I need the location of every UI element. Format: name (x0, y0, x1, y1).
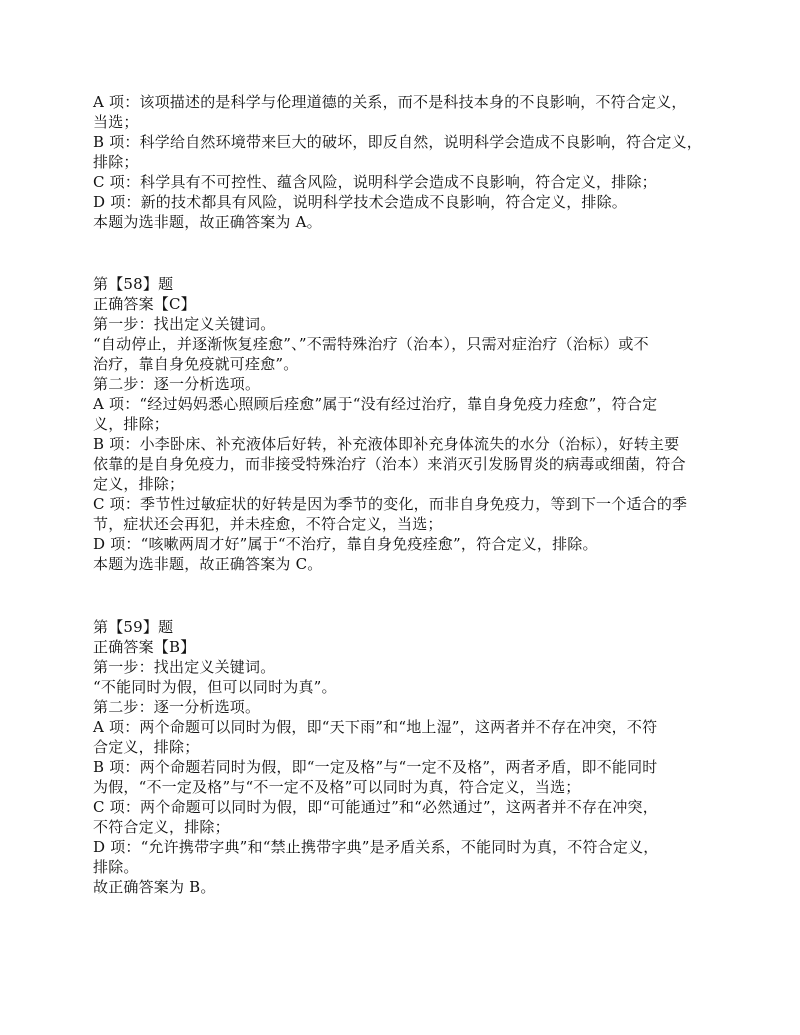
text-line: 治疗，靠自身免疫就可痊愈”。 (93, 355, 299, 373)
correct-answer: 正确答案【C】 (93, 295, 196, 313)
text-line: 合定义，排除； (93, 738, 200, 756)
text-line: 排除； (93, 153, 139, 171)
text-line: 当选； (93, 113, 139, 131)
answer-58-section (93, 274, 728, 574)
text-line: A 项：该项描述的是科学与伦理道德的关系，而不是科技本身的不良影响，不符合定义， (93, 93, 687, 111)
answer-59-section (93, 617, 728, 897)
text-line: “自动停止，并逐渐恢复痊愈”、”不需特殊治疗（治本），只需对症治疗（治标）或不 (93, 335, 649, 353)
text-line: 第二步：逐一分析选项。 (93, 375, 261, 393)
question-number: 第【58】题 (93, 275, 174, 293)
correct-answer: 正确答案【B】 (93, 638, 196, 656)
text-line: D 项：新的技术都具有风险，说明科学技术会造成不良影响，符合定义，排除。 (93, 193, 627, 211)
text-line: B 项：两个命题若同时为假，即“一定及格”与“一定不及格”，两者矛盾，即不能同时 (93, 758, 658, 776)
conclusion-line: 本题为选非题，故正确答案为 C。 (93, 555, 323, 573)
question-number: 第【59】题 (93, 618, 174, 636)
text-line: 定义，排除； (93, 475, 185, 493)
text-line: C 项：季节性过敏症状的好转是因为季节的变化，而非自身免疫力，等到下一个适合的季 (93, 495, 688, 513)
conclusion-line: 本题为选非题，故正确答案为 A。 (93, 213, 322, 231)
text-line: A 项：两个命题可以同时为假，即“天下雨”和“地上湿”，这两者并不存在冲突，不符 (93, 718, 658, 736)
conclusion-line: 故正确答案为 B。 (93, 878, 216, 896)
text-line: C 项：科学具有不可控性、蕴含风险，说明科学会造成不良影响，符合定义，排除； (93, 173, 657, 191)
text-line: 第一步：找出定义关键词。 (93, 315, 276, 333)
text-line: 义，排除； (93, 415, 170, 433)
document-page (93, 92, 728, 897)
text-line: D 项：“允许携带字典”和“禁止携带字典”是矛盾关系，不能同时为真，不符合定义， (93, 838, 659, 856)
text-line: A 项：“经过妈妈悉心照顾后痊愈”属于“没有经过治疗，靠自身免疫力痊愈”，符合定 (93, 395, 658, 413)
text-line: 第二步：逐一分析选项。 (93, 698, 261, 716)
text-line: B 项：科学给自然环境带来巨大的破坏，即反自然，说明科学会造成不良影响，符合定义， (93, 133, 702, 151)
text-line: 依靠的是自身免疫力，而非接受特殊治疗（治本）来消灭引发肠胃炎的病毒或细菌，符合 (93, 455, 686, 473)
text-line: 节，症状还会再犯，并未痊愈，不符合定义，当选； (93, 515, 443, 533)
text-line: 排除。 (93, 858, 139, 876)
answer-57-analysis (93, 92, 728, 232)
text-line: 第一步：找出定义关键词。 (93, 658, 276, 676)
text-line: 为假，“不一定及格”与“不一定不及格”可以同时为真，符合定义，当选； (93, 778, 581, 796)
text-line: B 项：小李卧床、补充液体后好转，补充液体即补充身体流失的水分（治标），好转主要 (93, 435, 680, 453)
text-line: D 项：“咳嗽两周才好”属于“不治疗，靠自身免疫痊愈”，符合定义，排除。 (93, 535, 598, 553)
text-line: 不符合定义，排除； (93, 818, 230, 836)
text-line: “不能同时为假，但可以同时为真”。 (93, 678, 337, 696)
text-line: C 项：两个命题可以同时为假，即“可能通过”和“必然通过”，这两者并不存在冲突， (93, 798, 658, 816)
